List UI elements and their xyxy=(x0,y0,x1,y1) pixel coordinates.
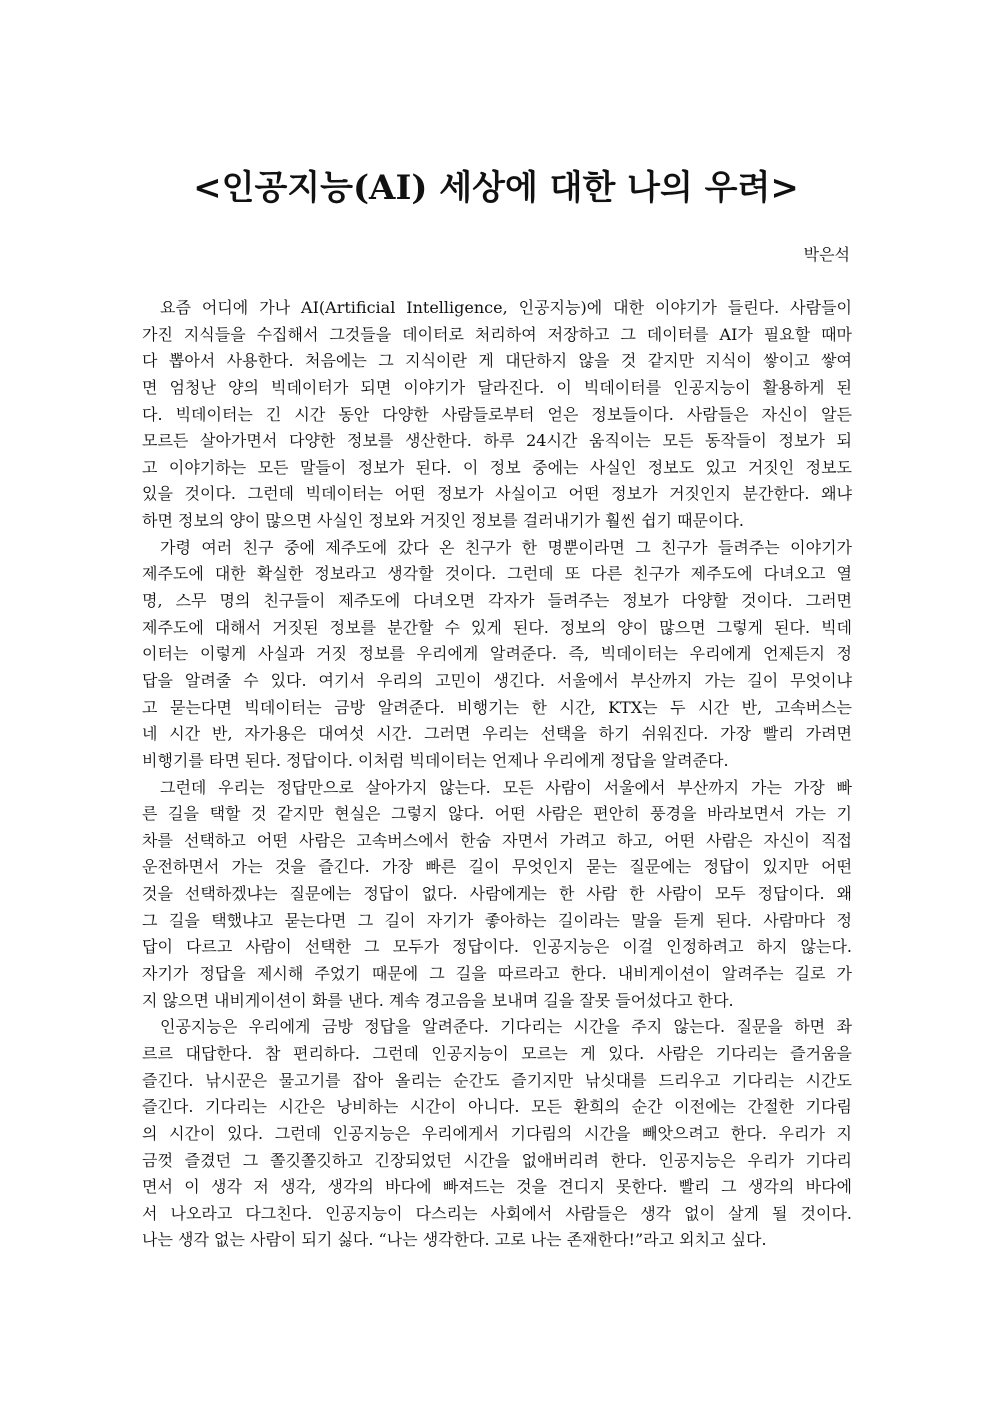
text-line: 지 않으면 내비게이션이 화를 낸다. 계속 경고음을 보내며 길을 잘못 들어섰다고 한다. xyxy=(142,990,734,1010)
text-line: 즐긴다. 기다리는 시간은 낭비하는 시간이 아니다. 모든 환희의 순간 이전에는 간절한 기다림 xyxy=(142,1097,852,1117)
text-line: 그 길을 택했냐고 묻는다면 그 길이 자기가 좋아하는 길이라는 말을 듣게 된다. 사람마다 정 xyxy=(142,910,852,930)
text-line: 이터는 이렇게 사실과 거짓 정보를 우리에게 알려준다. 즉, 빅데이터는 우리에게 언제든지 정 xyxy=(142,644,852,664)
text-line: 하면 정보의 양이 많으면 사실인 정보와 거짓인 정보를 걸러내기가 훨씬 쉽기 때문이다. xyxy=(142,511,744,531)
text-line: 른 길을 택할 것 같지만 현실은 그렇지 않다. 어떤 사람은 편안히 풍경을 바라보면서 가는 기 xyxy=(142,804,852,824)
text-line: 답을 알려줄 수 있다. 여기서 우리의 고민이 생긴다. 서울에서 부산까지 가는 길이 무엇이냐 xyxy=(142,670,852,690)
text-line: 고 이야기하는 모든 말들이 정보가 된다. 이 정보 중에는 사실인 정보도 있고 거짓인 정보도 xyxy=(142,457,852,477)
paragraph xyxy=(142,535,852,775)
text-line: 답이 다르고 사람이 선택한 그 모두가 정답이다. 인공지능은 이걸 인정하려고 하지 않는다. xyxy=(142,937,852,957)
text-line: 있을 것이다. 그런데 빅데이터는 어떤 정보가 사실이고 어떤 정보가 거짓인지 분간한다. 왜냐 xyxy=(142,484,852,504)
text-line: 즐긴다. 낚시꾼은 물고기를 잡아 올리는 순간도 즐기지만 낚싯대를 드리우고 기다리는 시간도 xyxy=(142,1070,852,1090)
text-line: 다 뽑아서 사용한다. 처음에는 그 지식이란 게 대단하지 않을 것 같지만 지식이 쌓이고 쌓여 xyxy=(142,351,852,371)
text-line: 제주도에 대해서 거짓된 정보를 분간할 수 있게 된다. 정보의 양이 많으면 그렇게 된다. 빅데 xyxy=(142,617,852,637)
paragraph xyxy=(142,295,852,535)
text-line: 나는 생각 없는 사람이 되기 싫다. “나는 생각한다. 고로 나는 존재한다!”라고 외치고 싶다. xyxy=(142,1230,767,1250)
text-line: 그런데 우리는 정답만으로 살아가지 않는다. 모든 사람이 서울에서 부산까지 가는 가장 빠 xyxy=(160,777,852,797)
text-line: 가령 여러 친구 중에 제주도에 갔다 온 친구가 한 명뿐이라면 그 친구가 들려주는 이야기가 xyxy=(160,537,852,557)
text-line: 제주도에 대한 확실한 정보라고 생각할 것이다. 그런데 또 다른 친구가 제주도에 다녀오고 열 xyxy=(142,564,852,584)
text-line: 인공지능은 우리에게 금방 정답을 알려준다. 기다리는 시간을 주지 않는다. 질문을 하면 좌 xyxy=(160,1017,852,1037)
text-line: 면 엄청난 양의 빅데이터가 되면 이야기가 달라진다. 이 빅데이터를 인공지능이 활용하게 된 xyxy=(142,377,852,397)
text-line: 차를 선택하고 어떤 사람은 고속버스에서 한숨 자면서 가려고 하고, 어떤 사람은 자신이 직접 xyxy=(142,830,852,850)
author-name: 박은석 xyxy=(803,245,850,264)
text-line: 운전하면서 가는 것을 즐긴다. 가장 빠른 길이 무엇인지 묻는 질문에는 정답이 있지만 어떤 xyxy=(142,857,852,877)
paragraph xyxy=(142,775,852,1015)
text-line: 의 시간이 있다. 그런데 인공지능은 우리에게서 기다림의 시간을 빼앗으려고 한다. 우리가 지 xyxy=(142,1123,852,1143)
paragraph xyxy=(142,1014,852,1254)
text-line: 다. 빅데이터는 긴 시간 동안 다양한 사람들로부터 얻은 정보들이다. 사람들은 자신이 알든 xyxy=(142,404,852,424)
text-line: 서 나오라고 다그친다. 인공지능이 다스리는 사회에서 사람들은 생각 없이 살게 될 것이다. xyxy=(142,1203,852,1223)
text-line: 모르든 살아가면서 다양한 정보를 생산한다. 하루 24시간 움직이는 모든 동작들이 정보가 되 xyxy=(142,431,852,451)
text-line: 명, 스무 명의 친구들이 제주도에 다녀오면 각자가 들려주는 정보가 다양할 것이다. 그러면 xyxy=(142,591,852,611)
text-line: 금껏 즐겼던 그 쫄깃쫄깃하고 긴장되었던 시간을 없애버리려 한다. 인공지능은 우리가 기다리 xyxy=(142,1150,852,1170)
text-line: 고 묻는다면 빅데이터는 금방 알려준다. 비행기는 한 시간, KTX는 두 시간 반, 고속버스는 xyxy=(142,697,852,717)
text-line: 가진 지식들을 수집해서 그것들을 데이터로 처리하여 저장하고 그 데이터를 AI가 필요할 때마 xyxy=(142,324,852,344)
document-body xyxy=(142,295,852,1254)
text-line: 요즘 어디에 가나 AI(Artificial Intelligence, 인공지능)에 대한 이야기가 들린다. 사람들이 xyxy=(160,298,852,317)
text-line: 르르 대답한다. 참 편리하다. 그런데 인공지능이 모르는 게 있다. 사람은 기다리는 즐거움을 xyxy=(142,1043,852,1063)
text-line: 자기가 정답을 제시해 주었기 때문에 그 길을 따르라고 한다. 내비게이션이 알려주는 길로 가 xyxy=(142,964,852,984)
text-line: 것을 선택하겠냐는 질문에는 정답이 없다. 사람에게는 한 사람 한 사람이 모두 정답이다. 왜 xyxy=(142,884,852,904)
text-line: 면서 이 생각 저 생각, 생각의 바다에 빠져드는 것을 견디지 못한다. 빨리 그 생각의 바다에 xyxy=(142,1177,852,1197)
document-title: <인공지능(AI) 세상에 대한 나의 우려> xyxy=(193,168,799,208)
text-line: 네 시간 반, 자가용은 대여섯 시간. 그러면 우리는 선택을 하기 쉬워진다. 가장 빨리 가려면 xyxy=(142,724,852,744)
text-line: 비행기를 타면 된다. 정답이다. 이처럼 빅데이터는 언제나 우리에게 정답을 알려준다. xyxy=(142,750,729,770)
